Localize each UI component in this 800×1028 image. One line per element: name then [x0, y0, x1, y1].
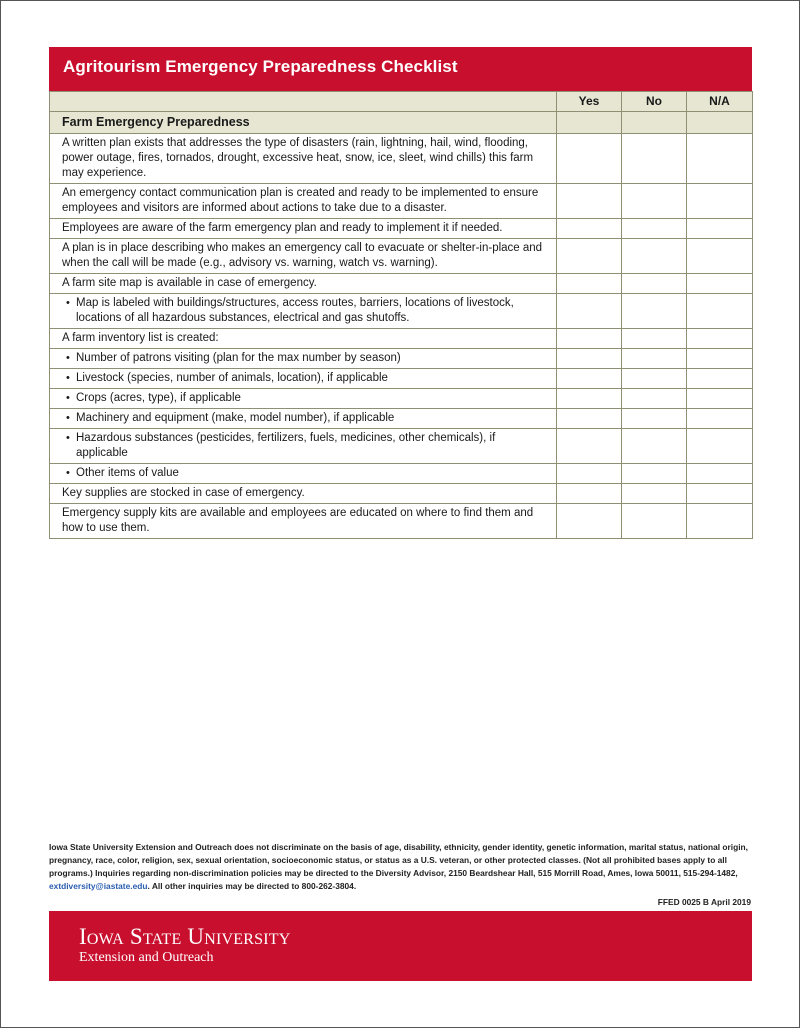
yes-checkbox-cell[interactable] — [557, 239, 622, 274]
yes-checkbox-cell[interactable] — [557, 504, 622, 539]
no-column-header: No — [622, 92, 687, 112]
checklist-item-text: Key supplies are stocked in case of emergency. — [50, 484, 557, 504]
checklist-subitem-text: • Crops (acres, type), if applicable — [50, 389, 557, 409]
checklist-row — [50, 484, 753, 504]
checklist-subitem-text: • Hazardous substances (pesticides, fertilizers, fuels, medicines, other chemicals), if applicable — [50, 429, 557, 464]
checklist-item-text: A written plan exists that addresses the type of disasters (rain, lightning, hail, wind, flooding, power outage, fires, tornados, drought, excessive heat, snow, ice, sleet, wind chills) this farm may experience. — [50, 134, 557, 184]
na-checkbox-cell[interactable] — [687, 369, 753, 389]
checklist-title: Agritourism Emergency Preparedness Checklist — [63, 57, 458, 76]
footer-banner — [49, 911, 752, 981]
checklist-item-text: A plan is in place describing who makes an emergency call to evacuate or shelter-in-place and when the call will be made (e.g., advisory vs. warning, watch vs. warning). — [50, 239, 557, 274]
no-checkbox-cell[interactable] — [622, 329, 687, 349]
no-checkbox-cell[interactable] — [622, 349, 687, 369]
checklist-row — [50, 219, 753, 239]
checklist-row — [50, 369, 753, 389]
checklist-table — [49, 91, 753, 539]
yes-checkbox-cell[interactable] — [557, 389, 622, 409]
section-header-row — [50, 112, 753, 134]
na-checkbox-cell[interactable] — [687, 409, 753, 429]
diversity-email-link[interactable]: extdiversity@iastate.edu — [49, 881, 148, 891]
no-checkbox-cell[interactable] — [622, 294, 687, 329]
na-checkbox-cell[interactable] — [687, 219, 753, 239]
university-wordmark: Iowa State University — [79, 924, 291, 949]
checklist-row — [50, 409, 753, 429]
na-checkbox-cell[interactable] — [687, 389, 753, 409]
nondiscrimination-statement — [49, 841, 754, 893]
no-checkbox-cell[interactable] — [622, 484, 687, 504]
checklist-row — [50, 294, 753, 329]
na-checkbox-cell[interactable] — [687, 274, 753, 294]
section-no-cell — [622, 112, 687, 134]
na-checkbox-cell[interactable] — [687, 184, 753, 219]
na-checkbox-cell[interactable] — [687, 349, 753, 369]
no-checkbox-cell[interactable] — [622, 504, 687, 539]
no-checkbox-cell[interactable] — [622, 274, 687, 294]
checklist-item-text: Employees are aware of the farm emergency plan and ready to implement it if needed. — [50, 219, 557, 239]
yes-checkbox-cell[interactable] — [557, 329, 622, 349]
document-id: FFED 0025 B April 2019 — [657, 897, 751, 907]
yes-checkbox-cell[interactable] — [557, 184, 622, 219]
unit-name: Extension and Outreach — [79, 950, 214, 965]
checklist-row — [50, 504, 753, 539]
yes-checkbox-cell[interactable] — [557, 294, 622, 329]
checklist-row — [50, 349, 753, 369]
checklist-subitem-text: • Map is labeled with buildings/structures, access routes, barriers, locations of livestock, locations of all hazardous substances, electrical and gas shutoffs. — [50, 294, 557, 329]
na-checkbox-cell[interactable] — [687, 429, 753, 464]
yes-checkbox-cell[interactable] — [557, 429, 622, 464]
checklist-title-banner — [49, 47, 752, 91]
no-checkbox-cell[interactable] — [622, 219, 687, 239]
na-checkbox-cell[interactable] — [687, 134, 753, 184]
yes-checkbox-cell[interactable] — [557, 349, 622, 369]
na-checkbox-cell[interactable] — [687, 329, 753, 349]
checklist-row — [50, 274, 753, 294]
yes-checkbox-cell[interactable] — [557, 409, 622, 429]
yes-column-header: Yes — [557, 92, 622, 112]
disclaimer-text: Iowa State University Extension and Outreach does not discriminate on the basis of age, disability, ethnicity, gender identity, genetic information, marital status, national origin, pregnancy, race, color, religion, sex, sexual orientation, socioeconomic status, or status as a U.S. veteran, or other protected classes. (Not all prohibited bases apply to all programs.) Inquiries regarding non-discrimination policies may be directed to the Diversity Advisor, 2150 Beardshear Hall, 515 Morrill Road, Ames, Iowa 50011, 515-294-1482, — [49, 842, 748, 878]
yes-checkbox-cell[interactable] — [557, 464, 622, 484]
checklist-row — [50, 329, 753, 349]
no-checkbox-cell[interactable] — [622, 389, 687, 409]
checklist-row — [50, 389, 753, 409]
no-checkbox-cell[interactable] — [622, 369, 687, 389]
section-title: Farm Emergency Preparedness — [50, 112, 557, 134]
yes-checkbox-cell[interactable] — [557, 274, 622, 294]
no-checkbox-cell[interactable] — [622, 464, 687, 484]
no-checkbox-cell[interactable] — [622, 239, 687, 274]
checklist-row — [50, 184, 753, 219]
checklist-item-text: Emergency supply kits are available and employees are educated on where to find them and how to use them. — [50, 504, 557, 539]
section-yes-cell — [557, 112, 622, 134]
checklist-subitem-text: • Number of patrons visiting (plan for the max number by season) — [50, 349, 557, 369]
checklist-subitem-text: • Livestock (species, number of animals, location), if applicable — [50, 369, 557, 389]
column-header-row — [50, 92, 753, 112]
checklist-row — [50, 239, 753, 274]
na-checkbox-cell[interactable] — [687, 484, 753, 504]
checklist-row — [50, 464, 753, 484]
na-checkbox-cell[interactable] — [687, 504, 753, 539]
na-checkbox-cell[interactable] — [687, 464, 753, 484]
na-checkbox-cell[interactable] — [687, 239, 753, 274]
checklist-item-text: An emergency contact communication plan is created and ready to be implemented to ensure employees and visitors are informed about actions to take due to a disaster. — [50, 184, 557, 219]
yes-checkbox-cell[interactable] — [557, 369, 622, 389]
no-checkbox-cell[interactable] — [622, 429, 687, 464]
section-na-cell — [687, 112, 753, 134]
na-checkbox-cell[interactable] — [687, 294, 753, 329]
no-checkbox-cell[interactable] — [622, 409, 687, 429]
yes-checkbox-cell[interactable] — [557, 219, 622, 239]
checklist-subitem-text: • Machinery and equipment (make, model number), if applicable — [50, 409, 557, 429]
yes-checkbox-cell[interactable] — [557, 484, 622, 504]
disclaimer-tail: . All other inquiries may be directed to 800-262-3804. — [147, 881, 357, 891]
checklist-subitem-text: • Other items of value — [50, 464, 557, 484]
checklist-item-text: A farm site map is available in case of emergency. — [50, 274, 557, 294]
no-checkbox-cell[interactable] — [622, 184, 687, 219]
item-column-header — [50, 92, 557, 112]
checklist-item-text: A farm inventory list is created: — [50, 329, 557, 349]
yes-checkbox-cell[interactable] — [557, 134, 622, 184]
no-checkbox-cell[interactable] — [622, 134, 687, 184]
checklist-row — [50, 429, 753, 464]
na-column-header: N/A — [687, 92, 753, 112]
checklist-row — [50, 134, 753, 184]
